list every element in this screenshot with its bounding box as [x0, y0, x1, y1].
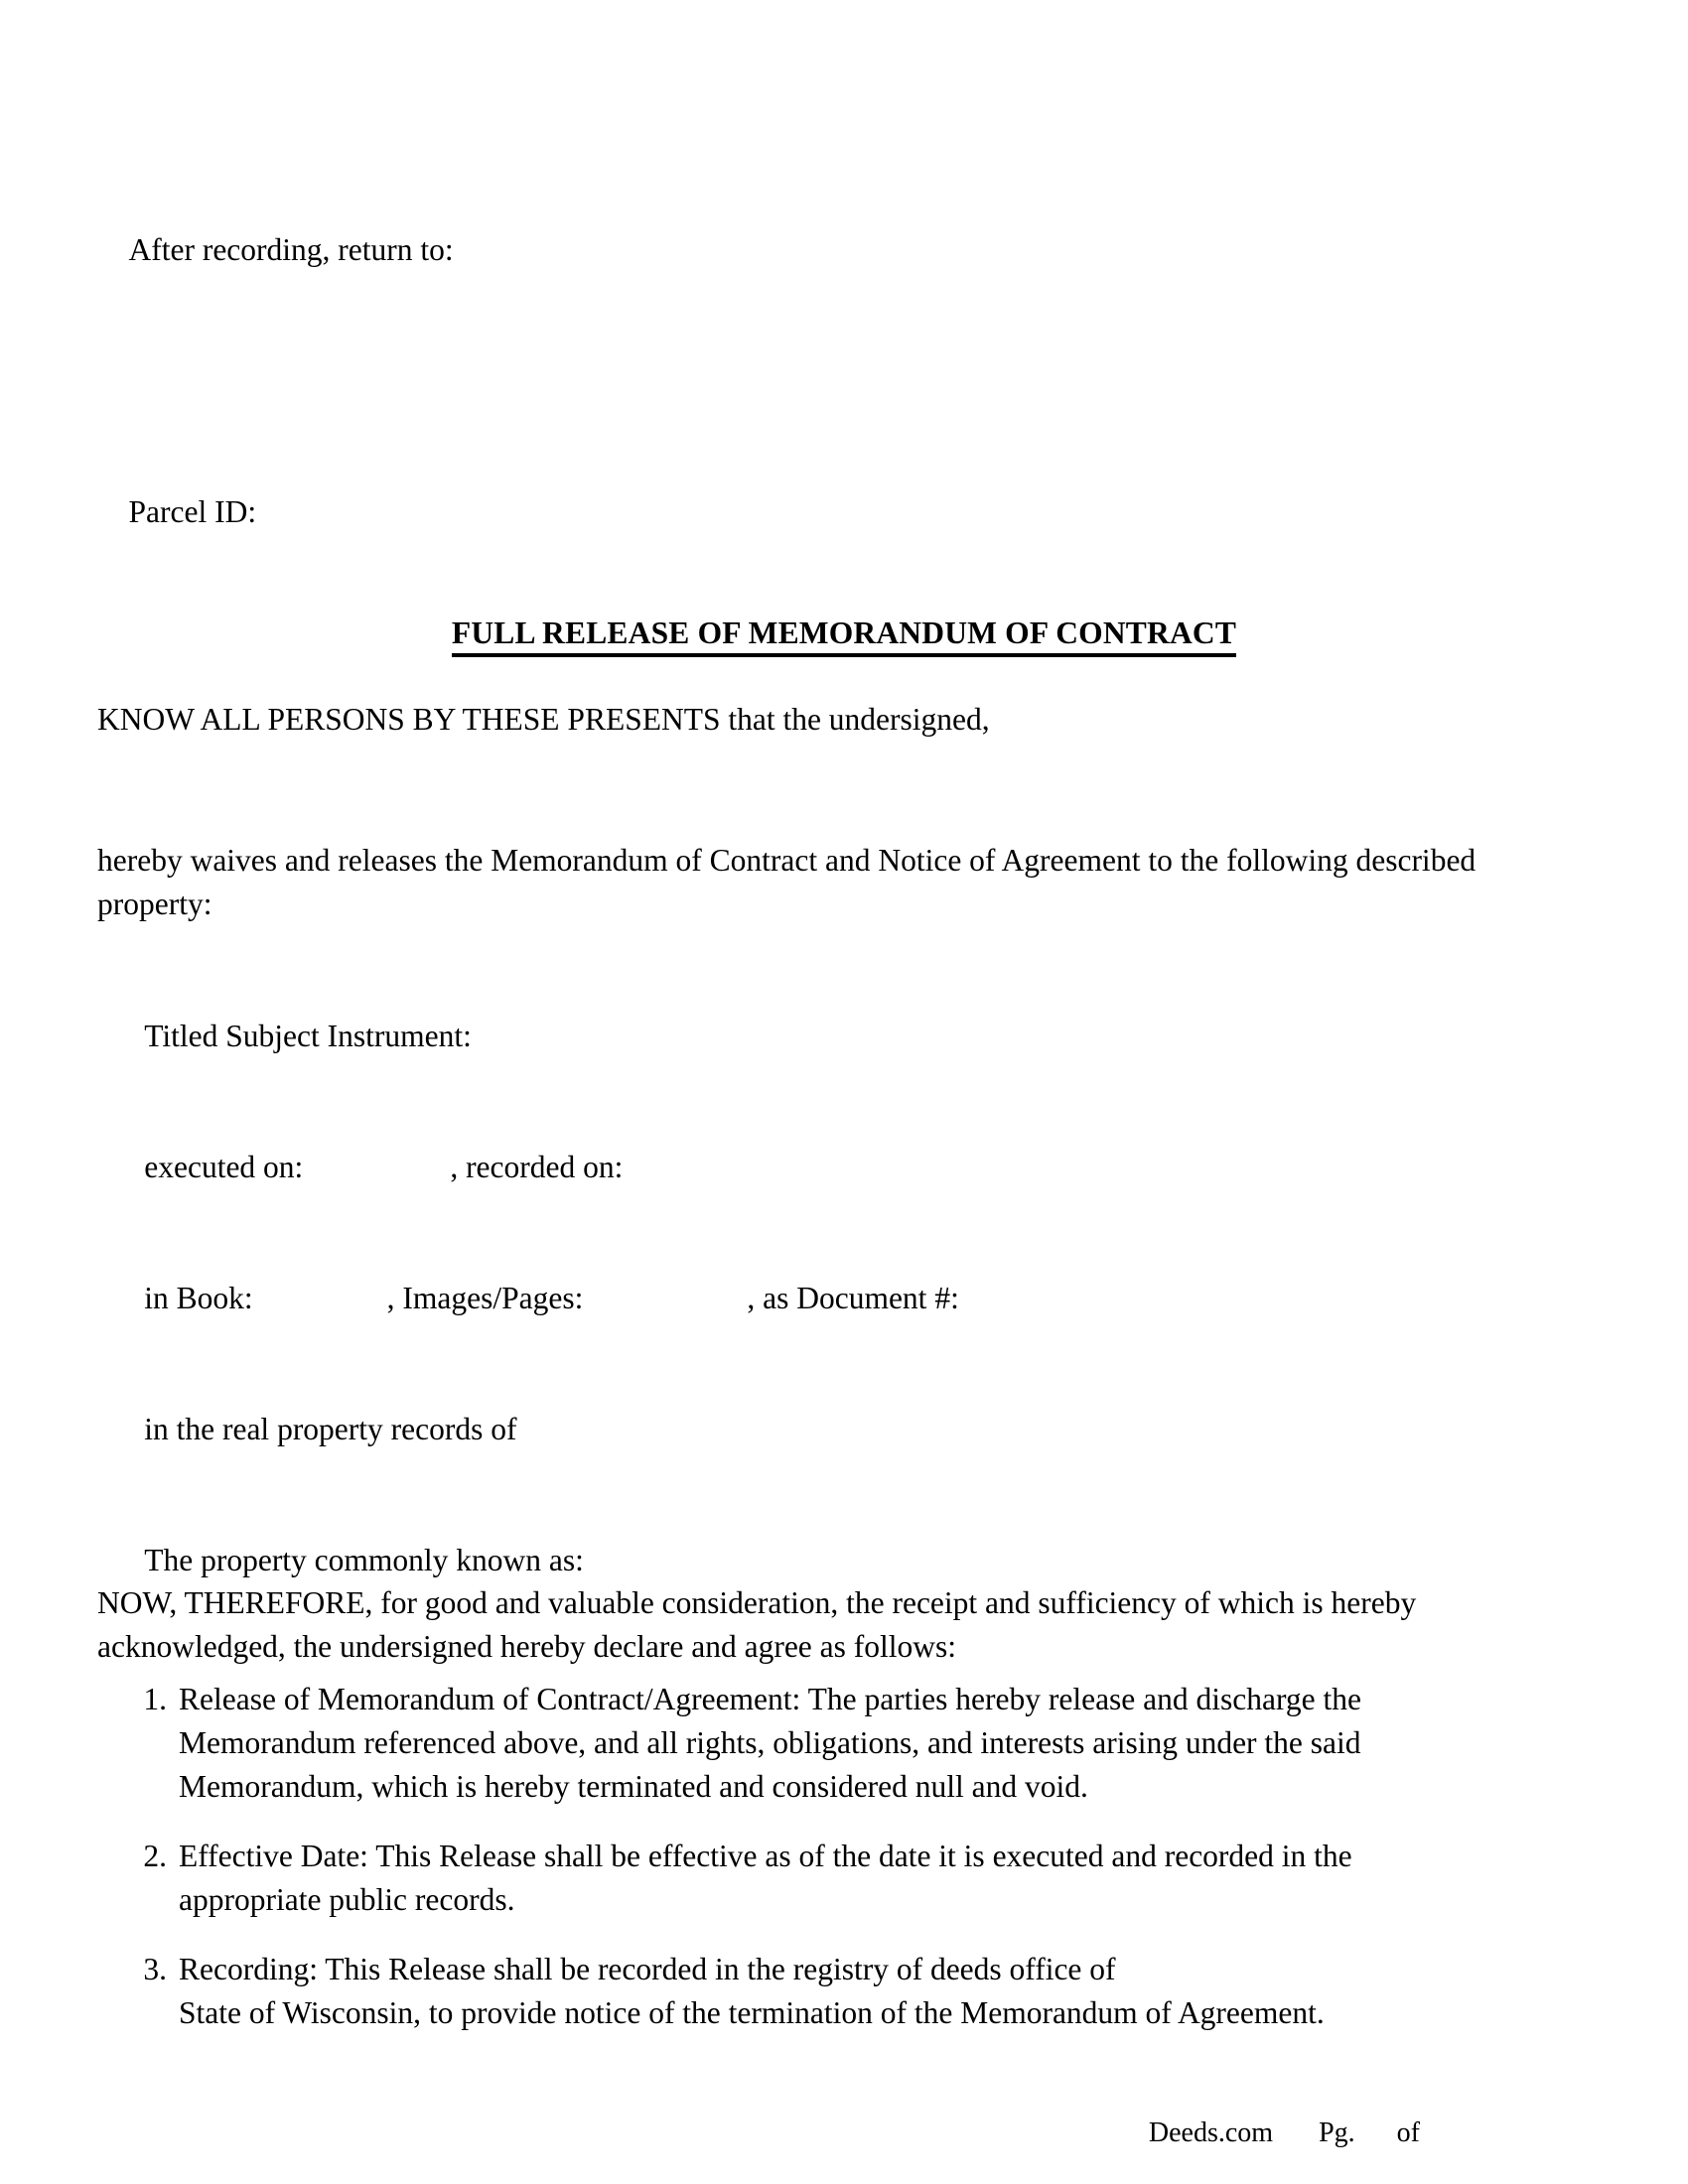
know-all-persons-block: [97, 698, 1557, 742]
commonly-known-label: The property commonly known as:: [144, 1543, 584, 1577]
now-therefore-line-1: NOW, THEREFORE, for good and valuable consideration, the receipt and sufficiency of which is hereby: [97, 1585, 1417, 1620]
return-to-label: After recording, return to:: [128, 232, 454, 267]
footer-brand: Deeds.com: [1148, 2117, 1274, 2148]
list-item: [143, 1948, 1567, 2035]
real-property-records-label: in the real property records of: [144, 1412, 517, 1446]
list-item-line: Memorandum referenced above, and all rights, obligations, and interests arising under the said: [179, 1725, 1361, 1760]
parcel-id-block: [97, 447, 256, 578]
images-pages-label: , Images/Pages:: [386, 1281, 584, 1315]
footer-page-label: Pg.: [1319, 2117, 1355, 2148]
now-therefore-line-2: acknowledged, the undersigned hereby declare and agree as follows:: [97, 1629, 957, 1664]
list-item-line: Effective Date: This Release shall be effective as of the date it is executed and recorded in the: [179, 1839, 1352, 1873]
executed-recorded-row: [97, 1102, 1567, 1233]
executed-on-label: executed on:: [144, 1150, 304, 1184]
list-item-line: appropriate public records.: [179, 1882, 515, 1917]
list-item: [143, 1678, 1567, 1809]
footer-content: [1107, 2083, 1462, 2184]
list-item-line: Memorandum, which is hereby terminated and considered null and void.: [179, 1769, 1088, 1804]
list-item-line: Recording: This Release shall be recorded in the registry of deeds office of: [179, 1952, 1116, 1986]
footer-of-label: of: [1396, 2117, 1420, 2148]
list-item-number: 2.: [143, 1839, 167, 1873]
book-pages-document-row: [97, 1233, 1567, 1364]
waiver-paragraph: [97, 839, 1567, 926]
list-item-line: State of Wisconsin, to provide notice of the termination of the Memorandum of Agreement.: [179, 1995, 1325, 2030]
real-property-records-row: [97, 1364, 1567, 1495]
subject-instrument-block: [97, 971, 1567, 1626]
terms-list: [97, 1678, 1567, 2035]
parcel-id-label: Parcel ID:: [128, 494, 257, 529]
waiver-line-1: hereby waives and releases the Memorandum of Contract and Notice of Agreement to the following described: [97, 843, 1477, 878]
document-number-label: , as Document #:: [747, 1281, 959, 1315]
in-book-label: in Book:: [144, 1281, 253, 1315]
page-title-text: FULL RELEASE OF MEMORANDUM OF CONTRACT: [452, 615, 1236, 657]
list-item: [143, 1835, 1567, 1922]
recorded-on-label: , recorded on:: [450, 1150, 624, 1184]
terms-list-block: [97, 1678, 1567, 2061]
page-title: [0, 615, 1688, 651]
waiver-line-2: property:: [97, 887, 212, 921]
know-all-persons-text: KNOW ALL PERSONS BY THESE PRESENTS that the undersigned,: [97, 702, 990, 737]
titled-subject-instrument-label: Titled Subject Instrument:: [144, 1019, 472, 1053]
return-to-block: [97, 185, 454, 316]
list-item-line: Release of Memorandum of Contract/Agreement: The parties hereby release and discharge the: [179, 1682, 1362, 1716]
now-therefore-paragraph: [97, 1581, 1567, 1669]
titled-subject-instrument-row: [97, 971, 1567, 1102]
list-item-number: 3.: [143, 1952, 167, 1986]
list-item-number: 1.: [143, 1682, 167, 1716]
